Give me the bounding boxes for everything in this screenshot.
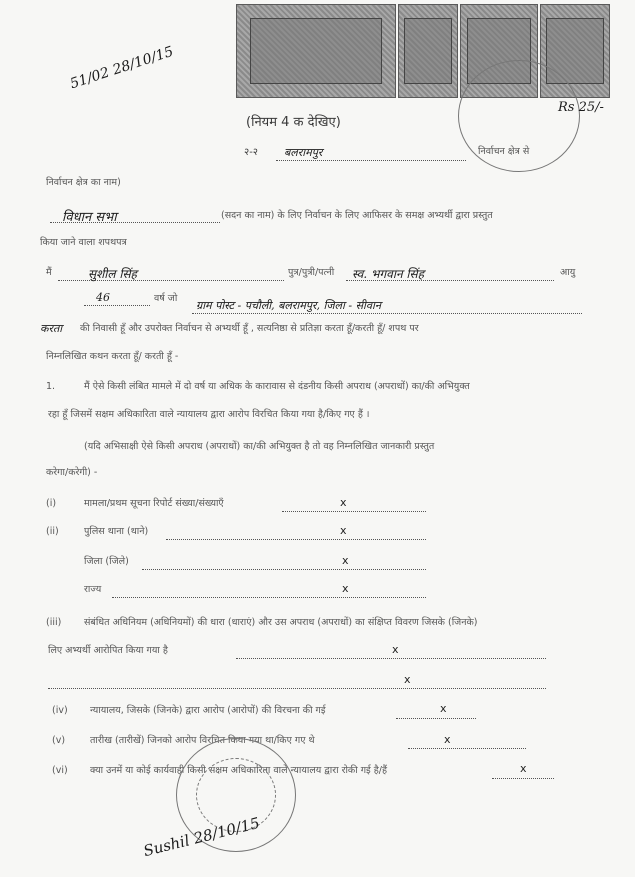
item-num: (iv) [52,705,68,716]
item-label: क्या उनमें या कोई कार्यवाही किसी सक्षम अधिकारिता वाले न्यायालय द्वारा रोकी गई है/हैं [90,765,388,776]
age-dots [84,305,150,306]
item-value: x [342,582,349,595]
office-note: निर्वाचन क्षेत्र से [478,146,530,157]
item-label: राज्य [84,584,102,595]
item-label: जिला (जिले) [84,556,129,567]
revenue-stamp-2 [398,4,458,98]
statement-line: निम्नलिखित कथन करता हूँ/ करती हूँ - [46,351,179,362]
margin-note: 51/02 28/10/15 [68,43,176,93]
label-constituency-name: निर्वाचन क्षेत्र का नाम) [46,177,121,188]
item-dots [142,569,426,570]
age-value: 46 [96,291,110,304]
relation-label: पुत्र/पुत्री/पत्नी [288,267,335,278]
item-value: x [444,733,451,746]
dash-mark: २-२ [244,147,259,158]
name-dots [58,280,284,281]
house-clause: (सदन का नाम) के लिए निर्वाचन के लिए आफिसर के समक्ष अभ्यर्थी द्वारा प्रस्तुत [221,210,493,221]
declarant-prefix: मैं [46,267,52,278]
item-value: x [340,496,347,509]
rule-reference: (नियम 4 क देखिए) [246,115,341,130]
item-dots [48,688,546,689]
clause-note-1: (यदि अभिसाक्षी ऐसे किसी अपराध (अपराधों) का/की अभियुक्त है तो वह निम्नलिखित जानकारी प्रस्तुत [84,441,435,452]
item-dots [236,658,546,659]
item-num: (vi) [52,765,68,776]
father-name: स्व. भगवान सिंह [352,267,425,281]
item-label: मामला/प्रथम सूचना रिपोर्ट संख्या/संख्याएँ [84,498,224,509]
item-num: (i) [46,498,57,509]
father-dots [346,280,554,281]
resident-clause: की निवासी हूँ और उपरोक्त निर्वाचन से अभ्यर्थी हूँ , सत्यनिष्ठा से प्रतिज्ञा करता हूँ/करती हूँ/ शपथ पर [80,323,419,334]
item-dots [396,718,476,719]
item-dots [282,511,426,512]
item-value: x [404,673,411,686]
years-label: वर्ष जो [154,293,178,304]
item-dots [112,597,426,598]
constituency-handwritten: बलरामपुर [284,146,323,159]
clause-line-2: रहा हूँ जिसमें सक्षम अधिकारिता वाले न्यायालय द्वारा आरोप विरचित किया गया है/किए गए हैं । [48,409,370,420]
prefix-word: करता [40,322,63,335]
item-label: तारीख (तारीखें) जिनको आरोप विरचित किया गया था/किए गए थे [90,735,315,746]
item-label: संबंधित अधिनियम (अधिनियमों) की धारा (धाराएं) और उस अपराध (अपराधों) का संक्षिप्त विवरण जिसके (जिनके) [84,617,478,628]
signature: Sushil 28/10/15 [141,813,262,861]
stamp-fee: Rs 25/- [558,100,604,115]
clause-line-1: मैं ऐसे किसी लंबित मामले में दो वर्ष या अधिक के कारावास से दंडनीय किसी अपराध (अपराधों) का/की अभियुक्त [84,381,470,392]
house-name-dots [50,222,220,223]
declarant-name: सुशील सिंह [88,267,137,281]
item-label: न्यायालय, जिसके (जिनके) द्वारा आरोप (आरोपों) की विरचना की गई [90,705,326,716]
item-value: x [340,524,347,537]
address-handwritten: ग्राम पोस्ट - पचौली, बलरामपुर, जिला - सीवान [196,299,381,312]
item-num: (iii) [46,617,62,628]
item-dots [166,539,426,540]
item-value: x [392,643,399,656]
clause-note-2: करेगा/करेगी) - [46,467,98,478]
item-num: (v) [52,735,66,746]
clause-number: 1. [46,381,56,392]
item-label: पुलिस थाना (थाने) [84,526,149,537]
item-dots [492,778,554,779]
address-dots [192,313,582,314]
house-name-handwritten: विधान सभा [62,210,117,225]
item-num: (ii) [46,526,59,537]
item-dots [408,748,526,749]
constituency-dots [276,160,466,161]
item-value: x [342,554,349,567]
age-label: आयु [560,267,576,278]
revenue-stamp-1 [236,4,396,98]
item-label: लिए अभ्यर्थी आरोपित किया गया है [48,645,168,656]
item-value: x [440,702,447,715]
affidavit-line: किया जाने वाला शपथपत्र [40,237,127,248]
item-value: x [520,762,527,775]
